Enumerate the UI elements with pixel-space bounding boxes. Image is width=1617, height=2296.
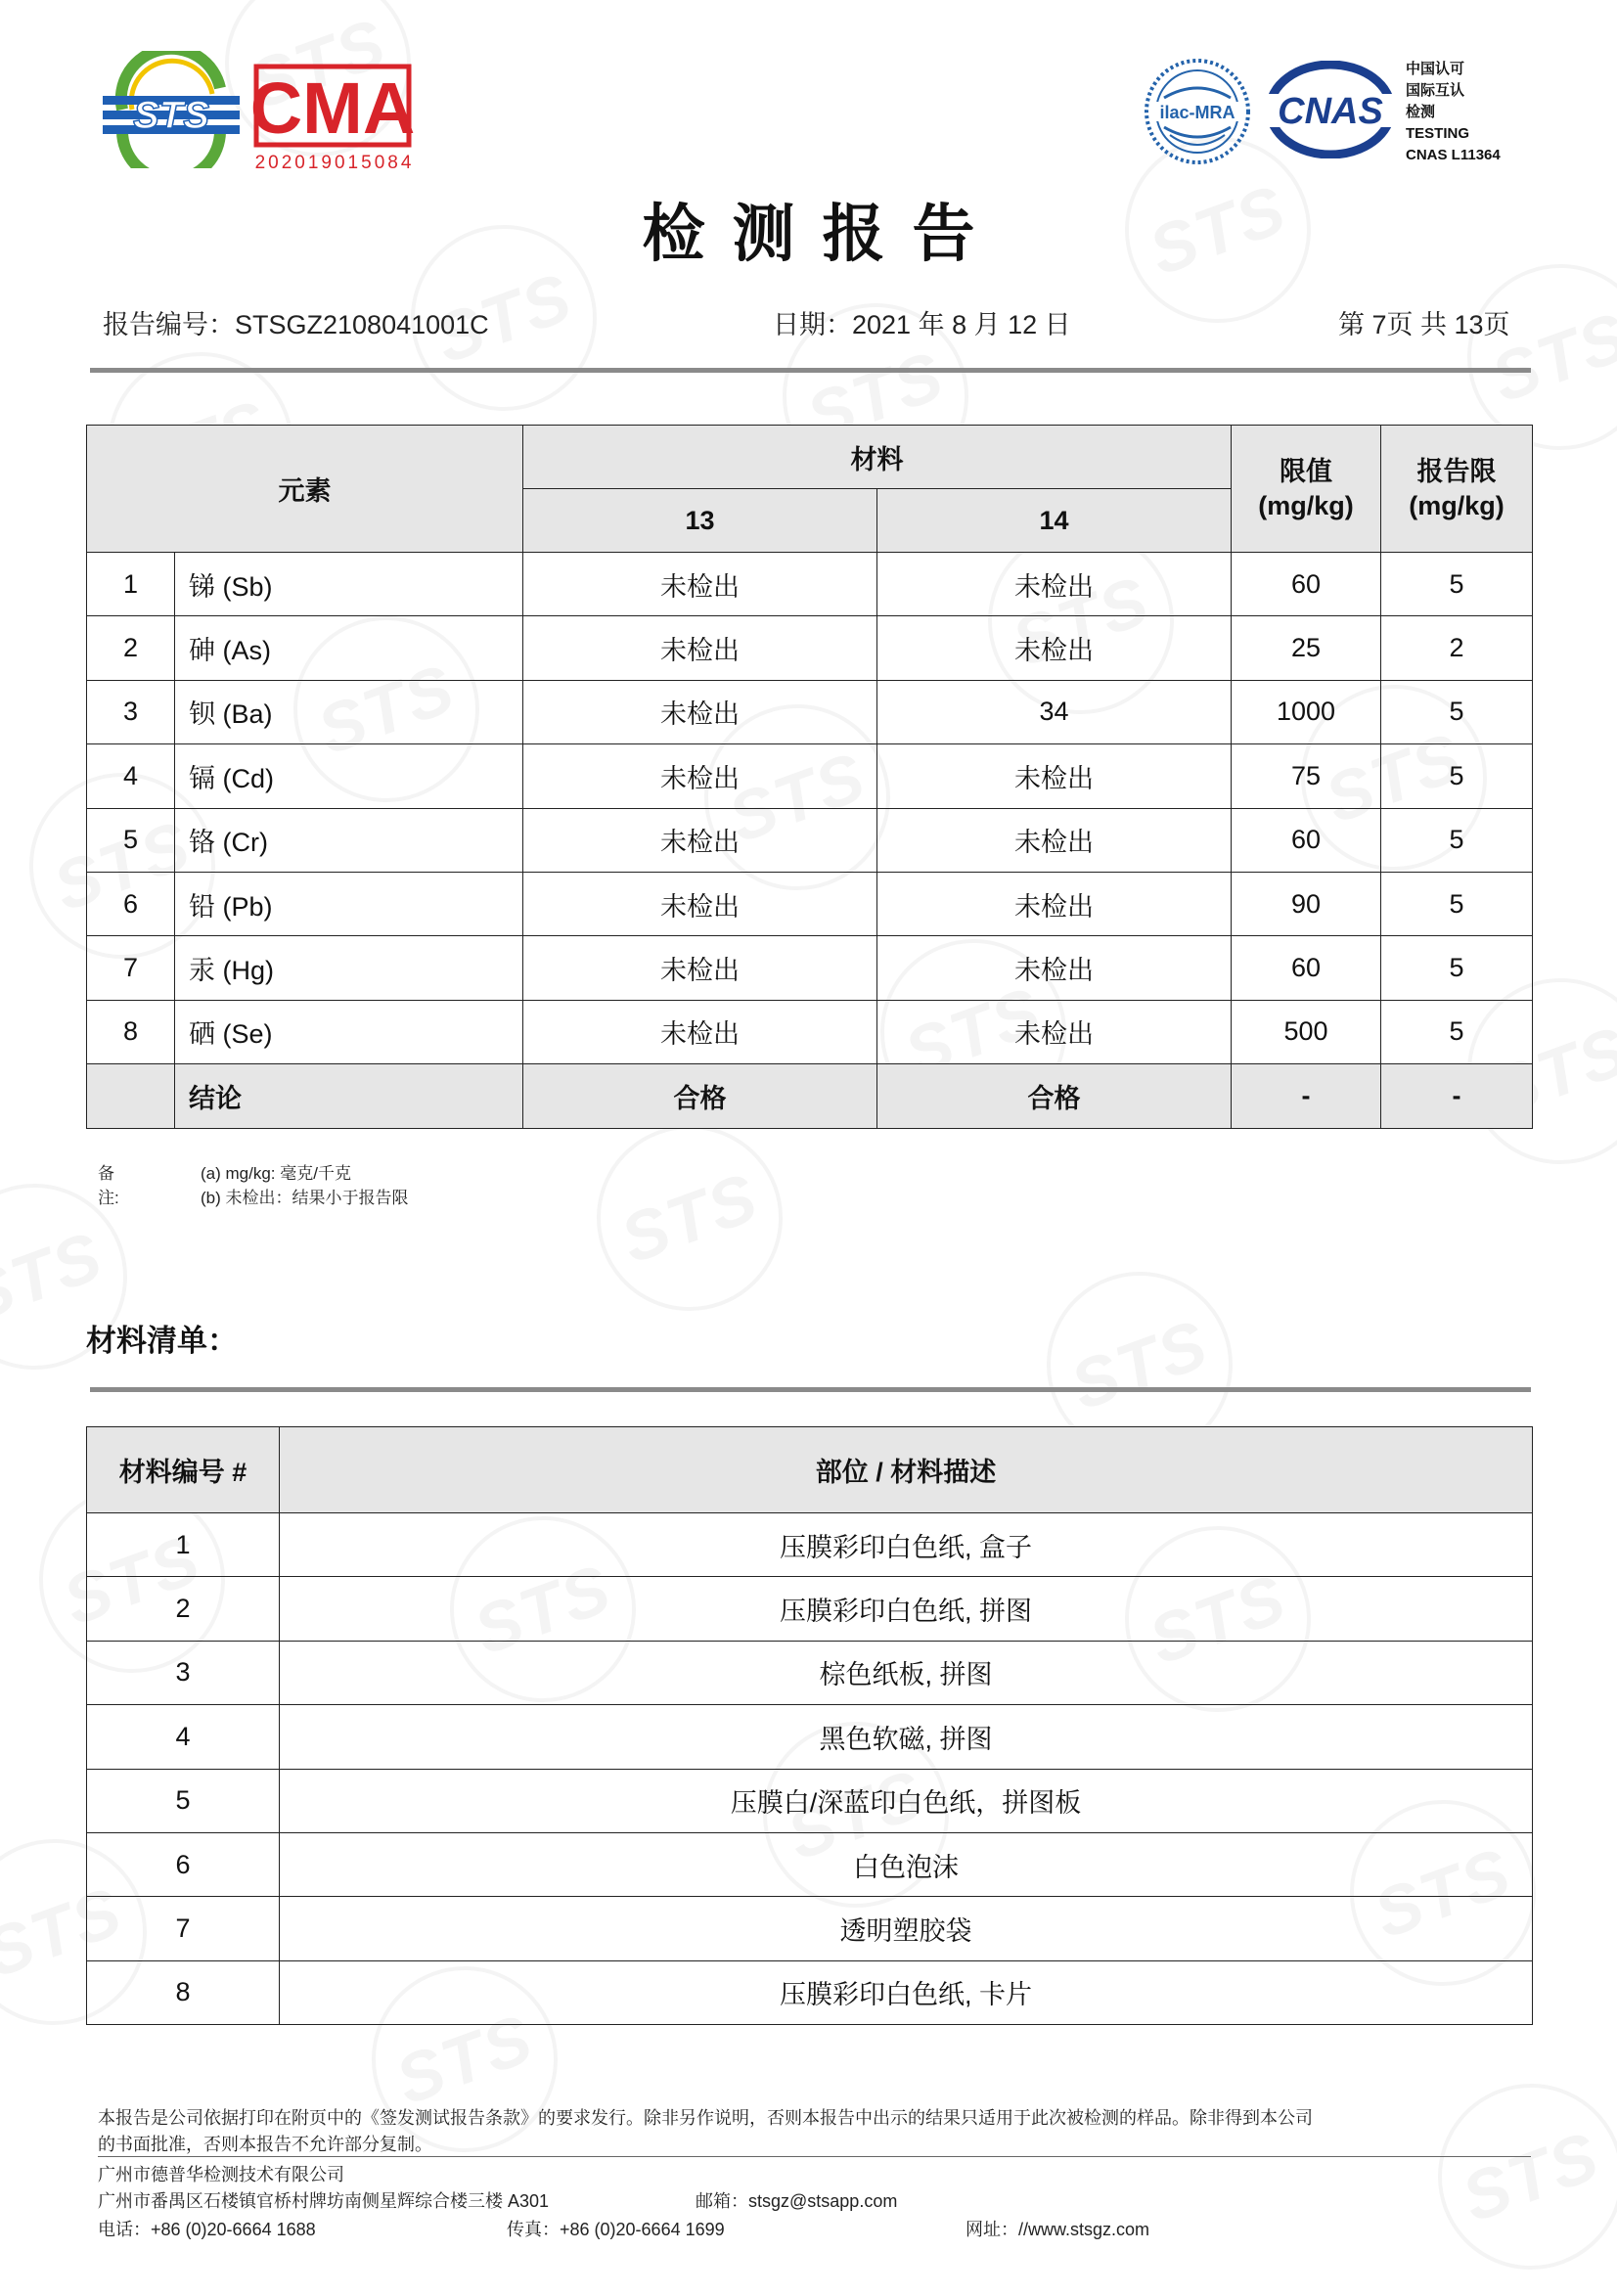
company-name: 广州市德普华检测技术有限公司 bbox=[98, 2165, 344, 2184]
cnas-line: 国际互认 bbox=[1406, 82, 1465, 99]
header-material-no: 材料编号 # bbox=[87, 1427, 280, 1513]
limit-value: 1000 bbox=[1232, 680, 1381, 743]
table-row bbox=[87, 1769, 1533, 1832]
table-row bbox=[87, 872, 1533, 935]
material-description: 压膜彩印白色纸, 拼图 bbox=[280, 1577, 1533, 1641]
element-name: 铬 (Cr) bbox=[175, 808, 523, 872]
header-material-14: 14 bbox=[877, 489, 1232, 553]
company-email: 邮箱：stsgz@stsapp.com bbox=[696, 2191, 898, 2211]
element-name: 铅 (Pb) bbox=[175, 872, 523, 935]
watermark bbox=[1412, 2057, 1617, 2296]
element-name: 镉 (Cd) bbox=[175, 744, 523, 808]
table-row bbox=[87, 1705, 1533, 1769]
material-14-result: 未检出 bbox=[877, 553, 1232, 616]
report-limit-value: 5 bbox=[1381, 1000, 1533, 1063]
report-limit-value: 5 bbox=[1381, 872, 1533, 935]
limit-value: 60 bbox=[1232, 808, 1381, 872]
report-date: 日期：2021 年 8 月 12 日 bbox=[773, 310, 1071, 339]
ilac-mra-text: ilac-MRA bbox=[1159, 103, 1235, 122]
material-13-result: 未检出 bbox=[523, 744, 877, 808]
material-14-result: 未检出 bbox=[877, 936, 1232, 1000]
row-number: 3 bbox=[87, 680, 175, 743]
company-phone: 电话：+86 (0)20-6664 1688 bbox=[98, 2220, 316, 2239]
header-material: 材料 bbox=[523, 426, 1232, 489]
disclaimer-line-1: 本报告是公司依据打印在附页中的《签发测试报告条款》的要求发行。除非另作说明，否则本报告中出示的结果只适用于此次被检测的样品。除非得到本公司 bbox=[98, 2108, 1313, 2128]
row-number: 2 bbox=[87, 616, 175, 680]
material-description: 压膜白/深蓝印白色纸，拼图板 bbox=[280, 1769, 1533, 1832]
material-description: 黑色软磁, 拼图 bbox=[280, 1705, 1533, 1769]
report-limit-value: 2 bbox=[1381, 616, 1533, 680]
materials-title: 材料清单： bbox=[86, 1324, 238, 1358]
company-fax: 传真：+86 (0)20-6664 1699 bbox=[507, 2220, 725, 2239]
material-number: 5 bbox=[87, 1769, 280, 1832]
limit-value: 75 bbox=[1232, 744, 1381, 808]
row-number: 8 bbox=[87, 1000, 175, 1063]
page-title: 检测报告 bbox=[642, 199, 1003, 271]
material-description: 棕色纸板, 拼图 bbox=[280, 1641, 1533, 1704]
header-limit: 限值 (mg/kg) bbox=[1232, 426, 1381, 553]
material-number: 8 bbox=[87, 1960, 280, 2024]
header-material-desc: 部位 / 材料描述 bbox=[280, 1427, 1533, 1513]
material-number: 7 bbox=[87, 1897, 280, 1960]
table-row bbox=[87, 808, 1533, 872]
material-14-result: 未检出 bbox=[877, 616, 1232, 680]
conclusion-label: 结论 bbox=[175, 1064, 523, 1128]
limit-value: 60 bbox=[1232, 553, 1381, 616]
disclaimer-line-2: 的书面批准，否则本报告不允许部分复制。 bbox=[98, 2135, 432, 2154]
conclusion-13: 合格 bbox=[523, 1064, 877, 1128]
cma-number: 202019015084 bbox=[254, 153, 415, 173]
cnas-logo-text: CNAS bbox=[1278, 91, 1383, 132]
limit-value: 25 bbox=[1232, 616, 1381, 680]
materials-table bbox=[86, 1426, 1533, 2025]
report-limit-value: 5 bbox=[1381, 936, 1533, 1000]
material-13-result: 未检出 bbox=[523, 808, 877, 872]
material-14-result: 未检出 bbox=[877, 808, 1232, 872]
table-row bbox=[87, 936, 1533, 1000]
cnas-line: TESTING bbox=[1406, 125, 1470, 142]
cnas-line: 中国认可 bbox=[1406, 61, 1465, 77]
material-14-result: 未检出 bbox=[877, 744, 1232, 808]
report-limit-value: 5 bbox=[1381, 744, 1533, 808]
table-row bbox=[87, 744, 1533, 808]
header-element: 元素 bbox=[87, 426, 523, 553]
material-13-result: 未检出 bbox=[523, 616, 877, 680]
element-name: 硒 (Se) bbox=[175, 1000, 523, 1063]
element-name: 锑 (Sb) bbox=[175, 553, 523, 616]
limit-value: 500 bbox=[1232, 1000, 1381, 1063]
material-13-result: 未检出 bbox=[523, 872, 877, 935]
cma-logo bbox=[245, 57, 421, 155]
table-row bbox=[87, 553, 1533, 616]
material-description: 白色泡沫 bbox=[280, 1832, 1533, 1896]
material-description: 压膜彩印白色纸, 盒子 bbox=[280, 1513, 1533, 1577]
results-table bbox=[86, 425, 1533, 1129]
row-number: 7 bbox=[87, 936, 175, 1000]
material-13-result: 未检出 bbox=[523, 1000, 877, 1063]
table-row bbox=[87, 616, 1533, 680]
cma-logo-text: CMA bbox=[249, 68, 416, 149]
row-number: 1 bbox=[87, 553, 175, 616]
material-description: 透明塑胶袋 bbox=[280, 1897, 1533, 1960]
conclusion-limit: - bbox=[1232, 1064, 1381, 1128]
material-number: 1 bbox=[87, 1513, 280, 1577]
ilac-mra-logo bbox=[1143, 57, 1252, 166]
table-row bbox=[87, 1960, 1533, 2024]
cnas-accreditation-text bbox=[1406, 59, 1501, 166]
sts-logo bbox=[103, 51, 240, 168]
material-number: 6 bbox=[87, 1832, 280, 1896]
company-address: 广州市番禺区石楼镇官桥村牌坊南侧星辉综合楼三楼 A301 bbox=[98, 2191, 550, 2211]
material-13-result: 未检出 bbox=[523, 553, 877, 616]
watermark bbox=[0, 1157, 154, 1396]
material-14-result: 未检出 bbox=[877, 1000, 1232, 1063]
limit-value: 60 bbox=[1232, 936, 1381, 1000]
footer-divider bbox=[98, 2156, 1531, 2157]
watermark bbox=[570, 1099, 809, 1337]
report-limit-value: 5 bbox=[1381, 680, 1533, 743]
report-limit-value: 5 bbox=[1381, 553, 1533, 616]
notes-label: 备注: bbox=[98, 1164, 119, 1207]
table-row bbox=[87, 1577, 1533, 1641]
table-row bbox=[87, 680, 1533, 743]
element-name: 汞 (Hg) bbox=[175, 936, 523, 1000]
conclusion-row bbox=[87, 1064, 1533, 1128]
material-description: 压膜彩印白色纸, 卡片 bbox=[280, 1960, 1533, 2024]
material-13-result: 未检出 bbox=[523, 680, 877, 743]
element-name: 砷 (As) bbox=[175, 616, 523, 680]
report-limit-value: 5 bbox=[1381, 808, 1533, 872]
cnas-logo bbox=[1267, 61, 1394, 158]
report-number: 报告编号：STSGZ2108041001C bbox=[103, 310, 489, 339]
material-number: 4 bbox=[87, 1705, 280, 1769]
material-number: 2 bbox=[87, 1577, 280, 1641]
table-row bbox=[87, 1000, 1533, 1063]
conclusion-report-limit: - bbox=[1381, 1064, 1533, 1128]
note-a: (a) mg/kg: 毫克/千克 bbox=[201, 1164, 351, 1183]
header-material-13: 13 bbox=[523, 489, 877, 553]
element-name: 钡 (Ba) bbox=[175, 680, 523, 743]
sts-logo-text: STS bbox=[133, 94, 209, 137]
row-number: 5 bbox=[87, 808, 175, 872]
limit-value: 90 bbox=[1232, 872, 1381, 935]
company-website[interactable]: 网址：//www.stsgz.com bbox=[966, 2220, 1150, 2239]
cnas-line: CNAS L11364 bbox=[1406, 147, 1501, 163]
table-row bbox=[87, 1832, 1533, 1896]
material-14-result: 未检出 bbox=[877, 872, 1232, 935]
table-row bbox=[87, 1897, 1533, 1960]
header-divider bbox=[90, 368, 1531, 373]
material-14-result: 34 bbox=[877, 680, 1232, 743]
material-number: 3 bbox=[87, 1641, 280, 1704]
cnas-line: 检测 bbox=[1406, 104, 1436, 120]
row-number: 4 bbox=[87, 744, 175, 808]
conclusion-14: 合格 bbox=[877, 1064, 1232, 1128]
note-b: (b) 未检出：结果小于报告限 bbox=[201, 1189, 409, 1207]
table-row bbox=[87, 1641, 1533, 1704]
page-number: 第 7页 共 13页 bbox=[1338, 310, 1510, 339]
row-number: 6 bbox=[87, 872, 175, 935]
header-report-limit: 报告限 (mg/kg) bbox=[1381, 426, 1533, 553]
material-13-result: 未检出 bbox=[523, 936, 877, 1000]
materials-divider bbox=[90, 1387, 1531, 1392]
conclusion-blank bbox=[87, 1064, 175, 1128]
table-row bbox=[87, 1513, 1533, 1577]
